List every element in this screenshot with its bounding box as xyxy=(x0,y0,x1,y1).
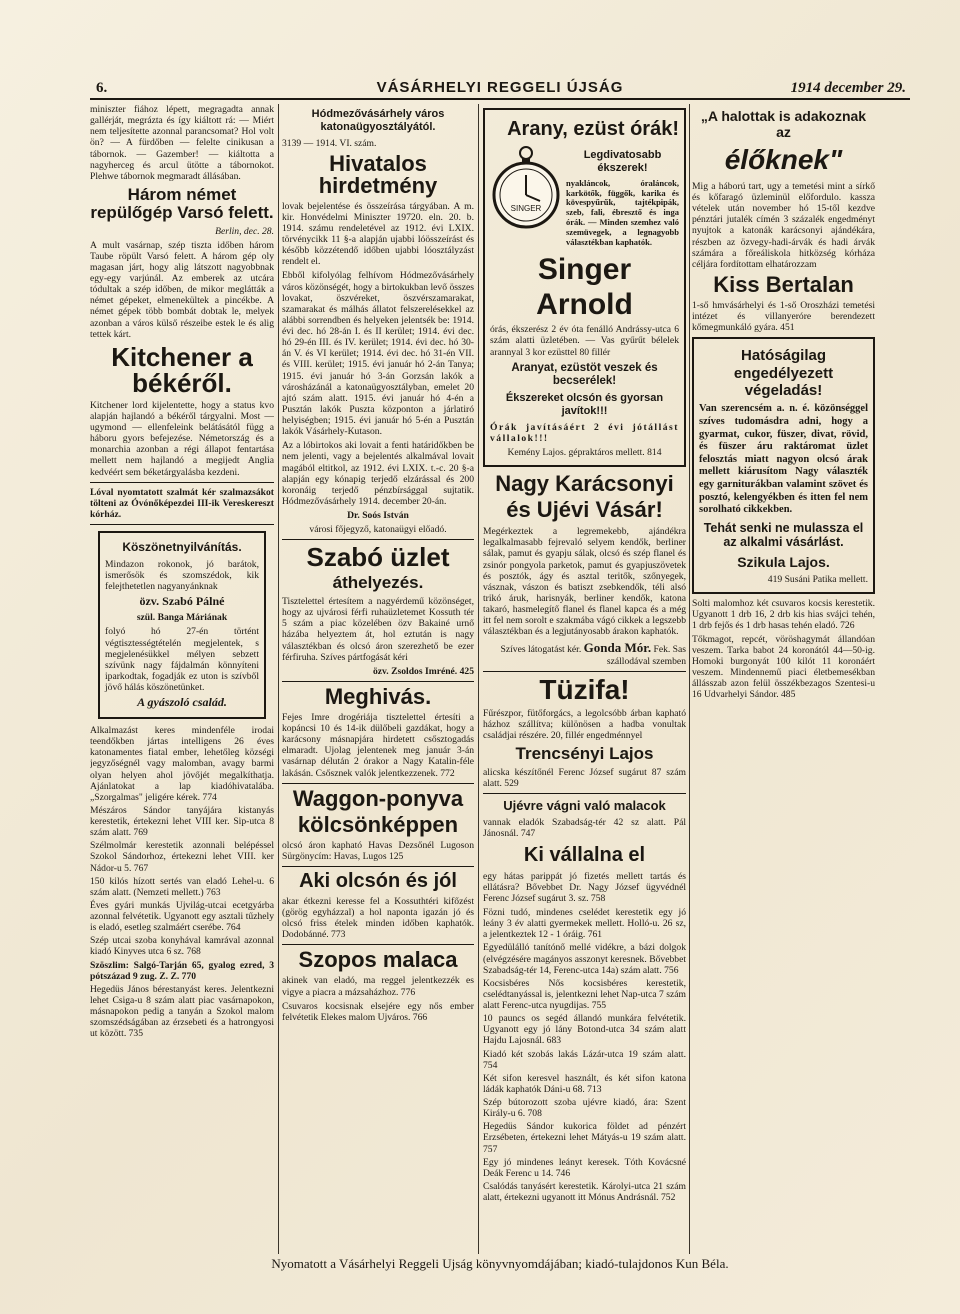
column-1 xyxy=(90,104,274,1041)
classified-item: Szélmolmár kerestetik azonnali belépéssel Szokol Sándorhoz, értekezni lehet VIII. ker Nádor-u 5. 767 xyxy=(90,840,274,874)
divider xyxy=(282,539,474,540)
classifieds xyxy=(90,725,274,1039)
thanks-sign: A gyászoló család. xyxy=(137,695,227,710)
classified-item: Tőkmagot, repcét, vöröshagymát állandóan veszem. Tarka babot 24 koronától 44—50-ig. Homoki burgonyát 100 kilót 11 koronáért veszem. Mindennemű piaci életbemesékban állásszab azon felül összékbezagos Szentesi-u 16 Udvarhelyi Sándor. 485 xyxy=(692,633,875,701)
thanks-text2: folyó hó 27-én történt végtisztességtételén megjelentek, s megjelenésükkel mélyen sebzett szívünk nagy fájdalmán könnyíteni iparkodtak, fogadják ez uton is szívből jövő hálás köszönetünket. xyxy=(105,626,259,693)
ad-heading: Arany, ezüst órák! xyxy=(507,118,679,140)
ad-signature: özv. Zsoldos Imréné. 425 xyxy=(372,665,474,677)
pocket-watch-icon xyxy=(490,145,562,231)
classified-item: Egy jó mindenes leányt keresek. Tóth Kovácsné Deák Ferenc u 14. 746 xyxy=(483,1156,686,1179)
ad-heading: kölcsönképpen xyxy=(297,811,459,837)
official-signature-role: városi főjegyző, katonaügyi előadó. xyxy=(309,524,447,536)
ad-text: akar étkezni keresse fel a Kossuthtéri kifőzést (görög egyházzal) a hol naponta igazán jó és olcsó friss ételek minden időben kaphatók. Dodobánné. 773 xyxy=(282,895,474,941)
ad-text: Fejes Imre drogériája tisztelettel értesíti a kopáncsi 10 és 14-ik dülőbeli gazdákat, hogy a karácsony másnapjára hirdetett csősztogadás elmaradt. Ujolag jelentenek meg január 3-án vasárnap délután 2 órakor a Nagy Katalin-féle lakásán. Csősznek valók jelentkezzenek. 772 xyxy=(282,711,474,779)
classified-item: Szöszlim: Salgó-Tarján 65, gyalog ezred, 3 pótszázad 9 zug. Z. Z. 770 xyxy=(90,959,274,982)
ad-text: 419 Susáni Patika mellett. xyxy=(767,574,868,586)
article-body: Kitchener lord kijelentette, hogy a status kvo alapján hajlandó a békéről tárgyalni. Most — ugymond — ellenfeleink belátásától függ a háboru gyors befejezése. Németország és a monarchia azonban a régi állapot fentartása mellett nem hajlandó a megijedt Anglia kedvéért sem béketárgyalásba kezdeni. xyxy=(90,399,274,478)
dateline: Berlin, dec. 28. xyxy=(215,225,274,237)
ad-heading: Tüzifa! xyxy=(539,673,630,705)
classifieds xyxy=(692,598,875,700)
article-headline: Három német repülőgép Varsó felett. xyxy=(90,184,274,222)
ad-text: 1-ső hmvásárhelyi és 1-ső Oroszházi temetési intézet és villanyeróre berendezett kőmegmunkáló gyára. 451 xyxy=(692,299,875,334)
ad-text: Fűrészpor, fütőforgács, a legolcsóbb árban kapható házhoz szállítva; különösen a hadba vonultak családjai részére. 20, fillér engedménnyel xyxy=(483,707,686,741)
ad-subheading: áthelyezés. xyxy=(332,573,424,593)
reference-number: 3139 — 1914. VI. szám. xyxy=(282,137,377,149)
classified-item: Solti malomhoz két csuvaros kocsis kerestetik. Ugyanott 1 drb 16, 2 drb kis hias svájci tehén, 1 drb fejős és 1 drb hasas tehén eladó. 726 xyxy=(692,598,875,632)
ad-heading: Singer Arnold xyxy=(536,252,633,321)
column-divider xyxy=(478,104,479,1254)
ad-subheading: Tehát senki ne mulassza el az alkalmi vásárlást. xyxy=(703,520,864,550)
ad-text: Órák javításáért 2 évi jótállást vállalok!!! xyxy=(490,421,679,444)
footer-imprint: Nyomatott a Vásárhelyi Reggeli Ujság könyvnyomdájában; kiadó-tulajdonos Kun Béla. xyxy=(271,1256,729,1271)
singer-ad-text xyxy=(566,145,679,251)
page-number: 6. xyxy=(96,80,108,96)
ad-subheading: Legdivatosabb ékszerek! xyxy=(583,149,662,174)
divider xyxy=(282,783,474,784)
thanks-name2: szül. Banga Máriának xyxy=(136,612,228,624)
column-4 xyxy=(692,104,875,702)
divider xyxy=(282,681,474,682)
ad-heading: Szabó üzlet xyxy=(306,542,450,573)
watch-brand: SINGER xyxy=(510,204,542,214)
notice: Lóval nyomtatott szalmát kér szalmazsákot tölteni az Óvónőképezdei III-ik Vereskereszt kórház. xyxy=(90,486,274,520)
classified-item: Fözni tudó, mindenes cselédet kerestetik egy jó leány 3 év alatti gyermekek mellett. Holló-u. 26 sz, a jelentkeztek 12 - 1 óráig. 761 xyxy=(483,907,686,941)
divider xyxy=(90,482,274,483)
ad-text: olcsó áron kapható Havas Dezsőnél Lugoson Sürgönycím: Havas, Lugos 125 xyxy=(282,839,474,862)
page-header xyxy=(90,78,910,100)
ad-text xyxy=(483,640,686,666)
ad-signature: Gonda Mór. xyxy=(583,640,652,656)
classified-item: 150 kilós hízott sertés van eladó Lehel-u. 6 szám alatt. (Nemzeti mellett.) 763 xyxy=(90,875,274,898)
ad-heading: Meghivás. xyxy=(324,683,432,709)
thanks-text: Mindazon rokonok, jó barátok, ismerősök és szomszédok, kik felejthetetlen nagyanyánknak xyxy=(105,558,259,593)
official-text: lovak bejelentése és összeírása tárgyában. A m. kir. Honvédelmi Miniszter 19720. eln. 20. b. 1914. számu rendeletével az 1912. évi LXIX. törvénycikk 11 §-a alapján ujabbi lóösszeírást és később közzétendő időben ujabbi lóosztályzást rendelt el. xyxy=(282,200,474,268)
ad-text: alicska készítőnél Ferenc József sugárut 87 szám alatt. 529 xyxy=(483,766,686,790)
official-signature: Dr. Soós István xyxy=(347,510,409,521)
classified-item: Egyedülálló tanítónő mellé vidékre, a bázi dolgok (elvégzésére magányos asszonyt keresnek. Bővebbet Szabadság-tér 14, Ferenc-utca 14a) szám alatt. 756 xyxy=(483,942,686,976)
ad-text: Van szerencsém a. n. é. közönséggel szíves tudomásdra adni, hogy a gyarmat, cukor, füszer, divat, rövid, és füszer áru raktáromat üzlet felosztás miatt nagyon olcsó árak mellett kiárusítom Nagy választék egy garniturákban valamint szövet és posztó, kelengyékben és itten fel nem sorolható cikkekben. xyxy=(699,403,868,516)
classified-item: Csalódás tanyásért kerestetik. Károlyi-utca 21 szám alatt, értekezni ugyanott itt Mónus Andrásnál. 752 xyxy=(483,1180,686,1204)
ad-heading: „A halottak is adakoznak az xyxy=(700,108,867,141)
ad-text: Csuvaros kocsisnak elsejére egy nős ember felvétetik Elekes malom Ujváros. 766 xyxy=(282,1000,474,1023)
ad-heading: Waggon-ponyva xyxy=(292,785,464,811)
ad-text: vannak eladók Szabadság-tér 42 sz alatt. Pál Jánosnál. 747 xyxy=(483,817,686,840)
classified-item: Alkalmazást keres mindenféle irodai teendőkben jártas intelligens 26 éves katonamentes fiatal ember, lehetőleg községi jegyzőségnél vagy malomban, avagy barmi olyan helyen ahol jövőjét megalkíthatja. Ajánlatokat a lap kiadóhivatalába. „Szorgalmas" jeligére kérek. 774 xyxy=(90,725,274,803)
classified-item: 10 pauncs os segéd állandó munkára felvétetik. Ugyanott egy jó lány Botond-utca 34 szám alatt Hajdu Lajosnál. 683 xyxy=(483,1013,686,1047)
article-continuation: miniszter fiához lépett, megragadta annak gallérját, megrázta és így kiáltott rá: — Miért nem teljesítette azonnal parancsomat? Hol volt ön? — A fürdőben — felelte cinikusan a tábornok. — Gazember! — kiáltotta a nagyherceg és arcul ütötte a tábornokot. Plehwe tábornok megmaradt állásában. xyxy=(90,104,274,182)
thanks-box xyxy=(98,531,266,719)
ad-text-part: Fek. Sas szállodával szemben xyxy=(606,644,686,667)
ad-text: Kemény Lajos. gépraktáros mellett. 814 xyxy=(507,447,662,459)
classified-item: Hegedüs János bérestanyást keres. Jelentkezni lehet Csiga-u 8 szám alatt piac vasárnapokon, másnapokon pedig a tanyán a Szokol malom szomszédságában az érzsebeti és a hatrongyosi ut között. 735 xyxy=(90,983,274,1040)
classified-item: Két sifon keresvel használt, és két sifon katona ládák kaphatók Dáni-u 68. 713 xyxy=(483,1072,686,1095)
ad-heading: Hatóságilag engedélyezett végeladás! xyxy=(733,347,834,400)
ad-heading: Nagy Karácsonyi és Ujévi Vásár! xyxy=(495,471,674,522)
ad-heading: Szopos malaca xyxy=(298,947,458,973)
ad-heading: élőknek" xyxy=(724,144,843,176)
divider xyxy=(282,866,474,867)
divider xyxy=(90,524,274,525)
ad-heading: Kiss Bertalan xyxy=(713,271,854,297)
ad-text: Tisztelettel értesítem a nagyérdemű közönséget, hogy az ujvárosi férfi ruhaüzletemet Kossuth tér 5 szám a piac közelében özv Bakainé urnő házába helyeztem át, hol eztután is nagy választékban és olcsó áron szerezhető be ezer férfiruha. Szíves pártfogását kéri xyxy=(282,596,474,663)
column-divider xyxy=(689,104,690,1254)
official-heading: Hivatalos hirdetmény xyxy=(318,150,438,198)
classified-item: Éves gyári munkás Ujvilág-utcai ecetgyárba azonnal felvétetik. Ugyanott egy asztali tűzhely is eladó, esetleg szalmáért cserébe. 764 xyxy=(90,899,274,934)
newspaper-title: VÁSÁRHELYI REGGELI ÚJSÁG xyxy=(376,79,624,96)
ad-heading: Ki vállalna el xyxy=(523,843,646,866)
ad-text-part: Szíves látogatást kér. xyxy=(500,644,582,656)
ad-signature: Szikula Lajos. xyxy=(737,553,830,570)
divider xyxy=(483,671,686,672)
ad-text: Megérkeztek a legremekebb, ajándékra legalkalmasabb fejrevaló selyem kendők, berliner sálak, pamut és gyapju sálak, olcsó és szép flanel és zsinór pongyola parketok, pamut és gyapjuszövetek és posztók, ágy és asztal teritők, szőnyegek, vásznak, vászon és batiszt zsebkendők, téli alsó trikó áruk, harisnyák, berliner kendők, katona takaró, hasmelegítő flanel és flanel kapca és a még itt fel nem sorolt e szakmába vágó cikkek a legszebb választékban és a legjutányosabb árakon kaphatók. xyxy=(483,526,686,638)
classified-item: Mészáros Sándor tanyájára kistanyás kerestetik, értekezni lehet VIII ker. Sip-utca 8 szám alatt. 769 xyxy=(90,804,274,839)
classified-item: Kocsisbéres Nős kocsisbéres kerestetik, cselédtanyással is, jelentkezni lehet Nap-utca 7 szám alatt Ferenc-utca nyugdijas. 755 xyxy=(483,977,686,1012)
classified-item: Szép utcai szoba konyhával kamrával azonnal kiadó Kinyves utca 6 sz. 768 xyxy=(90,935,274,958)
ad-text: egy hátas parippát jó fizetés mellett tartás és ellátásra? Bővebbet Dr. Nagy József ügyvédnél Ferenc József sugárut 3. sz. 758 xyxy=(483,870,686,904)
column-3 xyxy=(483,104,686,1205)
classified-item: Hegedüs Sándor kukorica földet ad pénzért Erzsébeten, értekezni lehet Mátyás-u 19 szám alatt. 757 xyxy=(483,1121,686,1155)
office-heading: Hódmezővásárhely város katonaügyosztályától. xyxy=(311,108,445,133)
divider xyxy=(282,944,474,945)
classified-item: Szép bútorozott szoba ujévre kiadó, ára: Szent Király-u 6. 708 xyxy=(483,1097,686,1120)
divider xyxy=(483,793,686,794)
ad-heading: Trencsényi Lajos xyxy=(515,744,654,764)
classifieds xyxy=(483,907,686,1203)
thanks-title: Köszönetnyilvánítás. xyxy=(122,540,242,555)
column-divider xyxy=(278,104,279,1254)
classified-item: Kiadó két szobás lakás Lázár-utca 19 szám alatt. 754 xyxy=(483,1048,686,1071)
issue-date: 1914 december 29. xyxy=(790,80,906,96)
thanks-name: özv. Szabó Pálné xyxy=(139,594,225,609)
ad-heading: Aki olcsón és jól xyxy=(299,869,457,892)
ad-subheading: Ékszereket olcsón és gyorsan javítok!!! xyxy=(505,392,664,418)
clearance-ad xyxy=(692,337,875,594)
ad-text: nyakláncok, óraláncok, karkötők, függők, karika és kövespyűrűk, tajtékpipák, szeb, fali, ébresztő és inga órák. — Minden szemhez való szemüvegek, a legnagyobb választékban kaphatók. xyxy=(566,177,679,247)
column-2 xyxy=(282,104,474,1026)
ad-heading: Ujévre vágni való malacok xyxy=(503,798,666,814)
official-text: Ebből kifolyólag felhívom Hódmezővásárhely város közönségét, hogy a birtokukban levő összes lovakat, öszvéreket, öszvérszamarakat, szamarakat és málhás állatot felszerelésekkel az alábbi sorrendben és helyeken jelentsék be: 1914. évi dec. hó 28-án I. és II kerület; 1914. évi dec. hó 29-én III. és IV. kerület; 1914. évi dec. hó 30-án V. és VI kerület; 1914. évi dec. hó 31-én VII. és VIII. kerület; 1915. évi január hó 2-án Tanya; 1915. évi január hó 3-án Gorzsán lakók a városházánál a katonaügyosztályban, emelet 20 ajtó szám alatt. 1915. évi január hó 4-én a Pusztán lakók Puszta központon a járlatiró helyiségben; 1915. évi január hó 5-én a Pusztán lakók Vásárhely-Kutason. xyxy=(282,270,474,438)
singer-ad-row xyxy=(490,145,679,251)
article-headline: Kitchener a békéről. xyxy=(111,341,253,398)
ad-text: órás, ékszerész 2 év óta fenálló Andrássy-utca 6 szám alatti üzletében. — Vas gyűrűt bélelek arannyal 3 kor ezüsttel 80 fillér xyxy=(490,324,679,358)
singer-ad xyxy=(483,108,686,467)
ad-text: Mig a háború tart, ugy a temetési mint a sírkő és kőfaragó üzleminül előfordulo. kassza vételek után november hó 15-től kezdve pénztári jutalék címén 3 százalék engedményt nyujtok a katonák karácsonyi ajándékára, részben az özvegy-hadi-árvák és hadi árvák számára a főreáliskola hitközség kórháza céljára fordítottam elhatározzam xyxy=(692,180,875,270)
ad-subheading: Aranyat, ezüstöt veszek és becserélek! xyxy=(511,361,658,387)
ad-text: akinek van eladó, ma reggel jelentkezzék es vigye a piacra a mázsaházhoz. 776 xyxy=(282,975,474,998)
article-body: A mult vasárnap, szép tiszta időben három Taube röpült Varsó felett. A három gép oly magasan járt, hogy alig látszott nagyobbnak egy-egy varjúnál. Az emberek az utcára tódultak a szép időben, de mikor meglátták a német gépeket, elmenekültek a pincékbe. A német gépek több bombát dobtak le, melyek azonban a város külső részeibe estek le és alig tettek kárt. xyxy=(90,239,274,340)
official-text: Az a lóbirtokos aki lovait a fenti határidőkben be nem jelenti, vagy a bejelentés alkalmával lovait magából eltitkol, az 1912. évi LXIX. t.-c. 20 §-a alapján egy kónapig terjedő elzárással és 200 koronáig terjedő pénzbírsággal sujtatik. Hódmezővásárhely 1914. december 20-án. xyxy=(282,440,474,507)
